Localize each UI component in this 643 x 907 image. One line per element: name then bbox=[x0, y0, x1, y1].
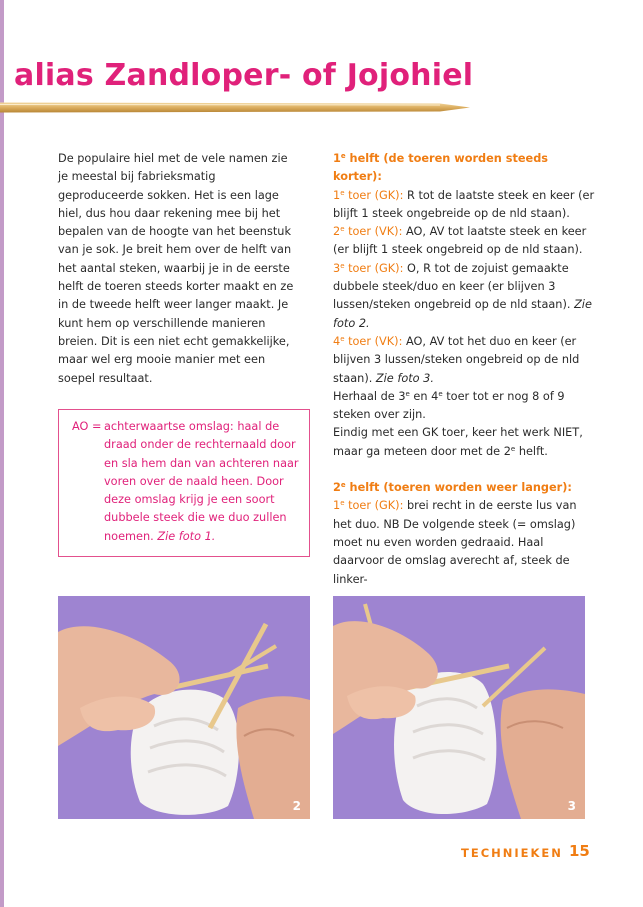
first-half-heading-num: 1 bbox=[333, 152, 341, 165]
first-half-heading bbox=[333, 150, 595, 187]
second-half-heading-sup: e bbox=[340, 481, 346, 490]
round-4 bbox=[333, 333, 595, 388]
round-3-label: 3e toer (GK): bbox=[333, 261, 404, 275]
round-4-photo-ref: Zie foto 3. bbox=[375, 371, 434, 385]
ao-photo-ref: Zie foto 1. bbox=[157, 529, 216, 543]
round-1-label: 1e toer (GK): bbox=[333, 188, 404, 202]
first-half-heading-sup: e bbox=[340, 152, 346, 160]
round-3-photo-ref: Zie foto 2. bbox=[333, 298, 592, 330]
left-edge-rule bbox=[0, 0, 4, 907]
instructions-column bbox=[333, 150, 595, 589]
photo-3-number: 3 bbox=[567, 799, 576, 813]
round-1-text: R tot de laatste steek en keer (er blijft 1 steek ongebreide op de nld staan). bbox=[333, 188, 595, 220]
photo-2-number: 2 bbox=[292, 799, 301, 813]
first-half-heading-text: helft (de toeren worden steeds korter): bbox=[333, 152, 549, 184]
round-4-text: AO, AV tot het duo en keer (er blijven 3 lussen/steken ongebreid op de nld staan). bbox=[333, 334, 580, 385]
second-half-round-1-text: brei recht in de eerste lus van het duo. NB De volgende steek (= omslag) moet nu even worden gedraaid. Haal daarvoor de omslag averecht af, steek de linker- bbox=[333, 499, 577, 586]
repeat-instruction: Herhaal de 3e en 4e toer tot er nog 8 of 9 steken over zijn. bbox=[333, 389, 565, 422]
second-half-heading-text: helft (toeren worden weer langer): bbox=[345, 481, 572, 495]
intro-paragraph: De populaire hiel met de vele namen zie je meestal bij fabrieksmatig geproduceerde sokken. Het is een lage hiel, dus hou daar rekening mee bij het bepalen van de hoogte van het beenstuk van je sok. Je breit hem over de helft van het aantal steken, waarbij je in de eerste helft de toeren steeds korter maakt en ze in de tweede helft weer langer maakt. Je kunt hem op verschillende manieren breien. Dit is een niet echt gemakkelijke, maar wel erg mooie manier met een soepel resultaat. bbox=[58, 152, 294, 385]
page-number: 15 bbox=[569, 842, 590, 860]
second-half-round-1-label: 1e toer (GK): bbox=[333, 499, 404, 513]
knitting-needle-rule bbox=[0, 101, 470, 114]
round-2-label: 2e toer (VK): bbox=[333, 225, 403, 239]
ao-definition-box bbox=[58, 409, 310, 557]
ao-definition bbox=[104, 418, 304, 546]
photo-2 bbox=[58, 596, 310, 819]
ao-abbreviation: AO = bbox=[72, 420, 102, 433]
second-half-heading-num: 2 bbox=[333, 481, 341, 495]
photo-2-illustration bbox=[58, 596, 310, 819]
round-3-text: O, R tot de zojuist gemaakte dubbele steek/duo en keer (er blijven 3 lussen/steken ongebreid op de nld staan). bbox=[333, 261, 571, 312]
round-2-text: AO, AV tot laatste steek en keer (er blijft 1 steek ongebreid op de nld staan). bbox=[333, 225, 587, 257]
round-2 bbox=[333, 223, 595, 260]
second-half-heading bbox=[333, 479, 595, 497]
page-title: alias Zandloper- of Jojohiel bbox=[14, 58, 474, 93]
end-instruction: Eindig met een GK toer, keer het werk NIET, maar ga meteen door met de 2e helft. bbox=[333, 426, 583, 458]
photo-3-illustration bbox=[333, 596, 585, 819]
footer-section-label: TECHNIEKEN bbox=[461, 846, 563, 860]
photo-3 bbox=[333, 596, 585, 819]
ao-definition-text: achterwaartse omslag: haal de draad onder de rechternaald door en sla hem dan van achteren naar voren over de naald heen. Door deze omslag krijg je een soort dubbele steek die we duo zullen noemen. bbox=[104, 420, 299, 543]
round-1 bbox=[333, 187, 595, 224]
second-half-round-1 bbox=[333, 497, 595, 588]
round-3 bbox=[333, 260, 595, 333]
round-4-label: 4e toer (VK): bbox=[333, 334, 403, 348]
